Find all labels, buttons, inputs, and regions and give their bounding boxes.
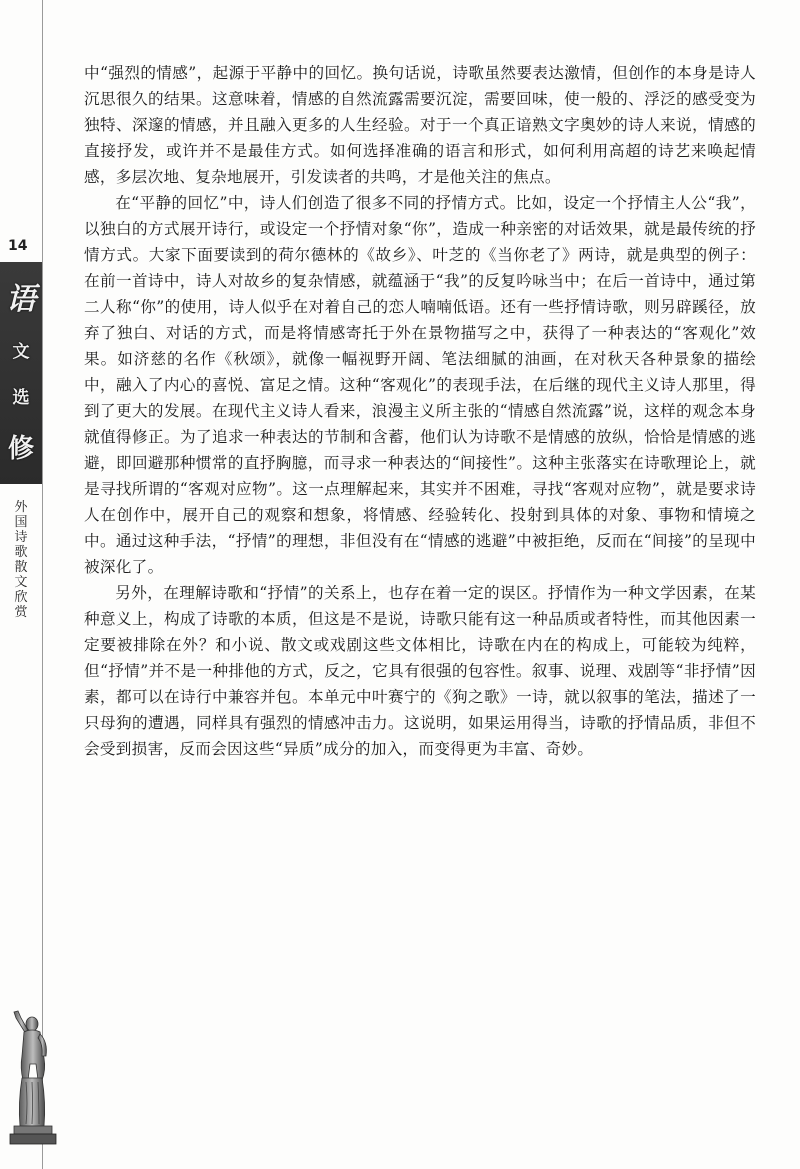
margin-divider — [42, 0, 43, 1169]
paragraph-1: 中“强烈的情感”，起源于平静中的回忆。换句话说，诗歌虽然要表达激情，但创作的本身是诗人沉思很久的结果。这意味着，情感的自然流露需要沉淀，需要回味，使一般的、浮泛的感受变为独特、深邃的情感，并且融入更多的人生经验。对于一个真正谙熟文字奥妙的诗人来说，情感的直接抒发，或许并不是最佳方式。如何选择准确的语言和形式，如何利用高超的诗艺来唤起情感，多层次地、复杂地展开，引发读者的共鸣，才是他关注的焦点。 — [84, 64, 756, 186]
body-text — [84, 60, 756, 762]
spine-char-4: 修 — [7, 433, 34, 464]
book-subtitle: 外国诗歌散文欣赏 — [14, 500, 28, 620]
paragraph-2: 在“平静的回忆”中，诗人们创造了很多不同的抒情方式。比如，设定一个抒情主人公“我”，以独白的方式展开诗行，或设定一个抒情对象“你”，造成一种亲密的对话效果，就是最传统的抒情方式。大家下面要读到的荷尔德林的《故乡》、叶芝的《当你老了》两诗，就是典型的例子：在前一首诗中，诗人对故乡的复杂情感，就蕴涵于“我”的反复吟咏当中；在后一首诗中，通过第二人称“你”的使用，诗人似乎在对着自己的恋人喃喃低语。还有一些抒情诗歌，则另辟蹊径，放弃了独白、对话的方式，而是将情感寄托于外在景物描写之中，获得了一种表达的“客观化”效果。如济慈的名作《秋颂》，就像一幅视野开阔、笔法细腻的油画，在对秋天各种景象的描绘中，融入了内心的喜悦、富足之情。这种“客观化”的表现手法，在后继的现代主义诗人那里，得到了更大的发展。在现代主义诗人看来，浪漫主义所主张的“情感自然流露”说，这样的观念本身就值得修正。为了追求一种表达的节制和含蓄，他们认为诗歌不是情感的放纵，恰恰是情感的逃避，即回避那种惯常的直抒胸臆，而寻求一种表达的“间接性”。这种主张落实在诗歌理论上，就是寻找所谓的“客观对应物”。这一点理解起来，其实并不困难，寻找“客观对应物”，就是要求诗人在创作中，展开自己的观察和想象，将情感、经验转化、投射到具体的对象、事物和情境之中。通过这种手法，“抒情”的理想，非但没有在“情感的逃避”中被拒绝，反而在“间接”的呈现中被深化了。 — [84, 194, 756, 576]
spine-char-2: 文 — [12, 341, 30, 362]
spine-title-block — [0, 262, 42, 484]
spine-char-3: 选 — [12, 387, 30, 408]
spine-char-1: 语 — [6, 281, 36, 317]
page-number: 14 — [8, 238, 28, 254]
statue-illustration-icon — [8, 1008, 68, 1148]
paragraph-3: 另外，在理解诗歌和“抒情”的关系上，也存在着一定的误区。抒情作为一种文学因素，在某种意义上，构成了诗歌的本质，但这是不是说，诗歌只能有这一种品质或者特性，而其他因素一定要被排除在外？和小说、散文或戏剧这些文体相比，诗歌在内在的构成上，可能较为纯粹，但“抒情”并不是一种排他的方式，反之，它具有很强的包容性。叙事、说理、戏剧等“非抒情”因素，都可以在诗行中兼容并包。本单元中叶赛宁的《狗之歌》一诗，就以叙事的笔法，描述了一只母狗的遭遇，同样具有强烈的情感冲击力。这说明，如果运用得当，诗歌的抒情品质，非但不会受到损害，反而会因这些“异质”成分的加入，而变得更为丰富、奇妙。 — [84, 584, 756, 758]
